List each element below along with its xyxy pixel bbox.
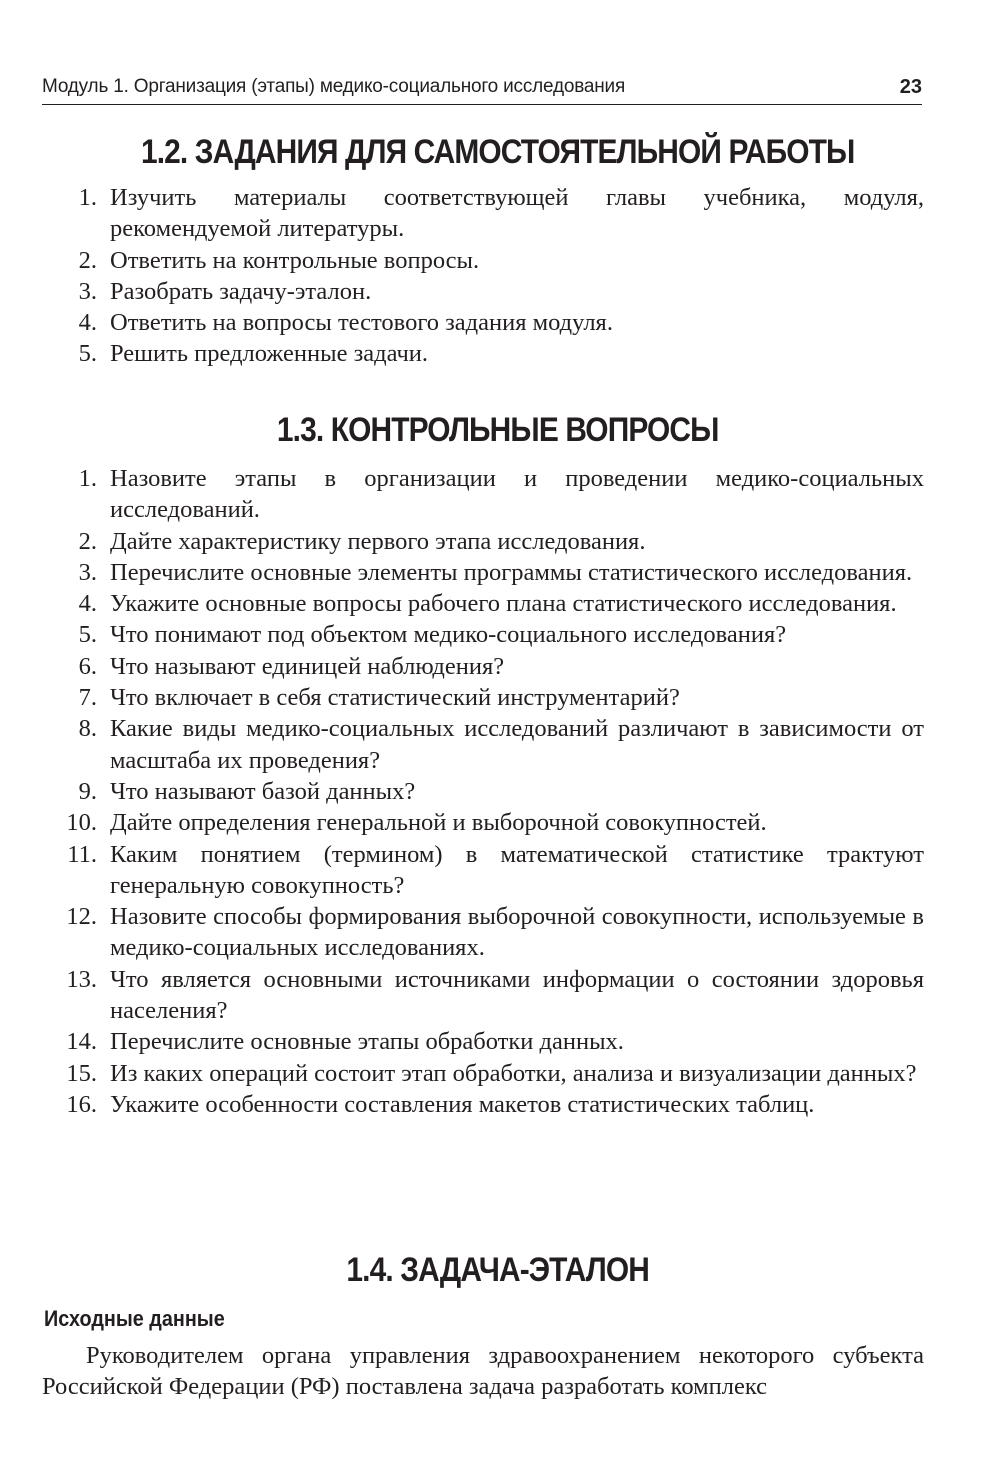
item-text: Назовите способы формирования выборочной совокупности, используемые в медико-социальных исследованиях. xyxy=(110,903,924,962)
list-item xyxy=(0,1026,924,1057)
item-text: Что называют единицей наблюдения? xyxy=(110,652,505,680)
list-item xyxy=(0,463,924,526)
running-header xyxy=(42,70,922,105)
list-item xyxy=(0,964,924,1027)
item-text: Каким понятием (термином) в математической статистике трактуют генеральную совокупность? xyxy=(110,840,924,899)
item-text: Укажите основные вопросы рабочего плана статистического исследования. xyxy=(110,590,897,618)
list-item xyxy=(0,839,924,902)
section-title-1-3: 1.3. КОНТРОЛЬНЫЕ ВОПРОСЫ xyxy=(276,411,719,449)
item-number: 3. xyxy=(78,558,97,586)
list-item xyxy=(0,245,924,276)
item-number: 1. xyxy=(78,465,97,492)
item-text: Дайте определения генеральной и выборочной совокупностей. xyxy=(110,809,767,837)
item-number: 4. xyxy=(78,309,97,337)
item-number: 1. xyxy=(78,184,97,211)
item-number: 4. xyxy=(78,590,97,618)
item-text: Назовите этапы в организации и проведении медико-социальных исследований. xyxy=(110,465,924,524)
list-item xyxy=(0,276,924,307)
item-number: 14. xyxy=(66,1028,97,1056)
list-item xyxy=(0,1058,924,1089)
list-item xyxy=(0,682,924,713)
list-item xyxy=(0,182,924,245)
item-text: Укажите особенности составления макетов статистических таблиц. xyxy=(110,1090,815,1118)
item-number: 13. xyxy=(66,965,97,993)
list-item xyxy=(0,901,924,964)
item-number: 8. xyxy=(78,715,97,743)
item-number: 12. xyxy=(66,903,97,931)
item-text: Ответить на контрольные вопросы. xyxy=(110,246,480,274)
page-number: 23 xyxy=(899,76,922,98)
item-number: 5. xyxy=(78,340,97,368)
item-text: Что включает в себя статистический инструментарий? xyxy=(110,684,680,712)
item-number: 6. xyxy=(78,652,97,680)
section-title-1-4: 1.4. ЗАДАЧА-ЭТАЛОН xyxy=(346,1251,650,1289)
item-text: Перечислите основные элементы программы статистического исследования. xyxy=(110,558,913,586)
subheading-initial-data: Исходные данные xyxy=(44,1306,225,1331)
item-number: 3. xyxy=(78,277,97,305)
item-text: Что называют базой данных? xyxy=(110,777,416,805)
item-text: Ответить на вопросы тестового задания модуля. xyxy=(110,309,613,337)
item-number: 9. xyxy=(78,777,97,805)
item-text: Что понимают под объектом медико-социального исследования? xyxy=(110,621,787,649)
item-text: Решить предложенные задачи. xyxy=(110,340,429,368)
item-text: Что является основными источниками информации о состоянии здоровья населения? xyxy=(110,965,924,1025)
item-number: 2. xyxy=(78,527,97,555)
tasks-list xyxy=(0,182,924,370)
section-title-1-2: 1.2. ЗАДАНИЯ ДЛЯ САМОСТОЯТЕЛЬНОЙ РАБОТЫ xyxy=(140,133,855,171)
list-item xyxy=(0,651,924,682)
body-paragraph: Руководителем органа управления здравоохранением некоторого субъекта Российской Федерации (РФ) поставлена задача разработать комплекс xyxy=(42,1342,924,1401)
list-item xyxy=(0,307,924,338)
item-text: Дайте характеристику первого этапа исследования. xyxy=(110,527,646,555)
list-item xyxy=(0,588,924,619)
list-item xyxy=(0,526,924,557)
item-number: 10. xyxy=(66,809,97,837)
list-item xyxy=(0,807,924,838)
list-item xyxy=(0,557,924,588)
item-number: 16. xyxy=(66,1090,97,1118)
list-item xyxy=(0,1089,924,1120)
list-item xyxy=(0,619,924,650)
item-number: 2. xyxy=(78,246,97,274)
item-text: Какие виды медико-социальных исследований различают в зависимости от масштаба их проведения? xyxy=(110,715,924,774)
list-item xyxy=(0,338,924,369)
list-item xyxy=(0,776,924,807)
item-text: Перечислите основные этапы обработки данных. xyxy=(110,1028,624,1056)
item-number: 5. xyxy=(78,621,97,649)
running-title: Модуль 1. Организация (этапы) медико-социального исследования xyxy=(42,76,626,97)
item-text: Изучить материалы соответствующей главы учебника, модуля, рекомендуемой литературы. xyxy=(110,184,924,243)
item-number: 11. xyxy=(67,840,97,868)
item-number: 7. xyxy=(78,684,97,712)
item-number: 15. xyxy=(66,1059,97,1087)
item-text: Из каких операций состоит этап обработки, анализа и визуализации данных? xyxy=(110,1059,917,1087)
list-item xyxy=(0,713,924,776)
item-text: Разобрать задачу-эталон. xyxy=(110,277,372,305)
questions-list xyxy=(0,463,924,1120)
